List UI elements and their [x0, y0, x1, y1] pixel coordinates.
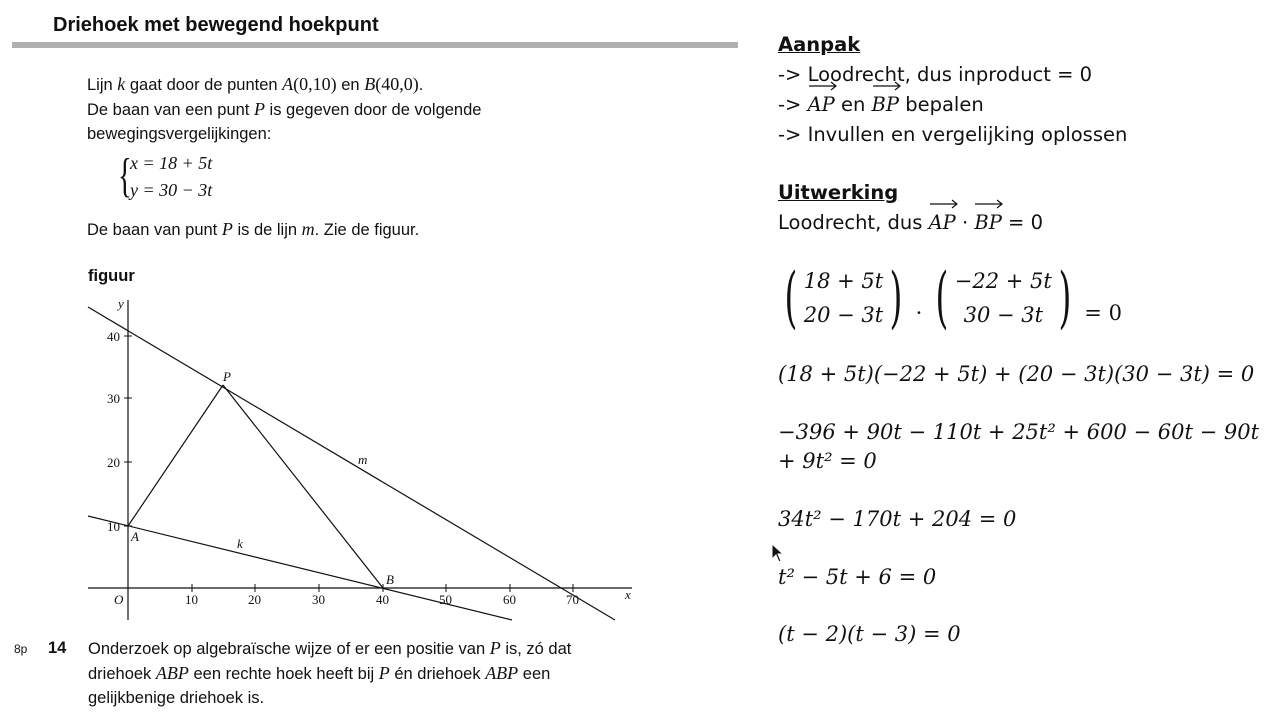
matrix-entry: 30 − 3t	[963, 303, 1044, 327]
line-m-label: m	[358, 452, 368, 467]
dot-operator: ·	[915, 301, 923, 325]
equals-zero: = 0	[1084, 301, 1122, 325]
intro-line-3: bewegingsvergelijkingen:	[87, 125, 272, 143]
x-tick-label: 60	[503, 592, 516, 607]
step-fragment: en	[834, 93, 872, 116]
vector-label: AP	[807, 93, 835, 116]
left-paren: (	[784, 259, 798, 336]
intro-line-2	[87, 97, 707, 122]
equation-simplified: t² − 5t + 6 = 0	[778, 565, 937, 589]
motion-equations	[118, 150, 212, 204]
page-title: Driehoek met bewegend hoekpunt	[53, 14, 379, 36]
segment-AP	[128, 385, 223, 526]
question-points: 8p	[14, 642, 28, 656]
vector-label: AP	[928, 211, 956, 234]
brace-symbol: {	[118, 149, 132, 202]
vector-arrow-icon	[872, 81, 902, 91]
x-tick-label: 70	[566, 592, 579, 607]
x-tick-label: 30	[312, 592, 325, 607]
vector-label: BP	[974, 211, 1002, 234]
equation-expanded: (18 + 5t)(−22 + 5t) + (20 − 3t)(30 − 3t) = 0	[778, 362, 1255, 386]
vector-AP	[929, 208, 956, 238]
step-fragment: ->	[778, 93, 808, 116]
y-tick-label: 10	[107, 519, 120, 534]
question-fragment: driehoek	[88, 665, 156, 683]
vector-arrow-icon	[929, 199, 959, 209]
aanpak-step-1: -> Loodrecht, dus inproduct = 0	[778, 63, 1093, 86]
x-tick-label: 10	[185, 592, 198, 607]
aanpak-step-2	[778, 90, 1273, 120]
equation-x: x = 18 + 5t	[130, 153, 213, 173]
step-fragment: bepalen	[899, 93, 984, 116]
y-axis-label: y	[118, 296, 124, 311]
equation-multiplied-2: + 9t² = 0	[778, 449, 877, 473]
vector-BP	[974, 208, 1001, 238]
question-fragment: is, zó dat	[500, 640, 572, 658]
question-fragment: Onderzoek op algebraïsche wijze of er een positie van	[88, 640, 490, 658]
question-number: 14	[48, 639, 67, 657]
matrix-entry: 20 − 3t	[803, 303, 884, 327]
aanpak-step-3: -> Invullen en vergelijking oplossen	[778, 123, 1128, 146]
matrix-equation	[778, 259, 1122, 336]
vector-label: BP	[871, 93, 899, 116]
var-B: B	[364, 74, 376, 94]
intro-text: is de lijn	[232, 221, 302, 239]
equation-multiplied-1: −396 + 90t − 110t + 25t² + 600 − 60t − 90t	[778, 420, 1260, 444]
line-m	[88, 307, 615, 620]
vector-BP	[872, 90, 899, 120]
figure-label: figuur	[88, 267, 135, 285]
var-P: P	[221, 219, 233, 239]
point-B-label: B	[386, 572, 394, 587]
var-k: k	[117, 74, 126, 94]
var-A: A	[282, 74, 294, 94]
right-paren: )	[889, 259, 903, 336]
point-P-label: P	[223, 369, 231, 384]
point-A-label: A	[131, 529, 139, 544]
y-tick-label: 20	[107, 455, 120, 470]
vector-arrow-icon	[808, 81, 838, 91]
y-tick-label: 30	[107, 391, 120, 406]
matrix-entry: −22 + 5t	[954, 269, 1052, 293]
vector-arrow-icon	[974, 199, 1004, 209]
step-fragment: Loodrecht, dus	[778, 211, 929, 234]
intro-text: .	[418, 76, 424, 94]
intro-text: is gegeven door de volgende	[264, 101, 482, 119]
intro-line-1	[87, 72, 707, 97]
x-tick-label: 20	[248, 592, 261, 607]
question-text	[88, 636, 698, 710]
var-P: P	[489, 638, 501, 658]
segment-PB	[223, 385, 383, 588]
aanpak-heading: Aanpak	[778, 33, 861, 56]
question-line	[88, 636, 698, 661]
intro-text: De baan van een punt	[87, 101, 254, 119]
vector-BP-column	[929, 259, 1078, 336]
vector-AP-column	[778, 259, 909, 336]
intro-line-4	[87, 219, 419, 240]
coord-A: (0,10)	[293, 74, 337, 94]
left-paren: (	[935, 259, 949, 336]
mouse-cursor-icon	[771, 543, 785, 563]
intro-text: en	[336, 76, 365, 94]
var-ABP: ABP	[155, 663, 189, 683]
equation-y: y = 30 − 3t	[130, 180, 213, 200]
line-k	[88, 516, 512, 620]
right-paren: )	[1058, 259, 1072, 336]
intro-text: gaat door de punten	[125, 76, 283, 94]
intro-text: . Zie de figuur.	[314, 221, 420, 239]
intro-text: Lijn	[87, 76, 118, 94]
title-divider	[12, 42, 738, 48]
equation-quadratic: 34t² − 170t + 204 = 0	[778, 507, 1017, 531]
question-fragment: én driehoek	[389, 665, 486, 683]
question-line: gelijkbenige driehoek is.	[88, 689, 265, 707]
question-fragment: een rechte hoek heeft bij	[188, 665, 379, 683]
x-axis-label: x	[625, 587, 631, 602]
equation-factored: (t − 2)(t − 3) = 0	[778, 622, 961, 646]
dot-operator: ·	[955, 211, 975, 234]
uitwerking-line-1	[778, 208, 1273, 238]
var-ABP: ABP	[485, 663, 519, 683]
x-tick-label: 40	[376, 592, 389, 607]
question-line	[88, 661, 698, 686]
figure-diagram	[70, 290, 650, 635]
matrix-entry: 18 + 5t	[803, 269, 884, 293]
line-k-label: k	[237, 536, 243, 551]
problem-intro	[87, 72, 707, 146]
uitwerking-heading: Uitwerking	[778, 181, 899, 204]
step-fragment: = 0	[1001, 211, 1043, 234]
origin-label: O	[114, 592, 124, 607]
y-tick-label: 40	[107, 329, 120, 344]
var-P: P	[378, 663, 390, 683]
solution-notes	[778, 30, 1273, 238]
x-tick-label: 50	[439, 592, 452, 607]
coord-B: (40,0)	[375, 74, 419, 94]
intro-text: De baan van punt	[87, 221, 222, 239]
vector-AP	[808, 90, 835, 120]
question-fragment: een	[518, 665, 551, 683]
var-m: m	[301, 219, 315, 239]
var-P: P	[253, 99, 265, 119]
